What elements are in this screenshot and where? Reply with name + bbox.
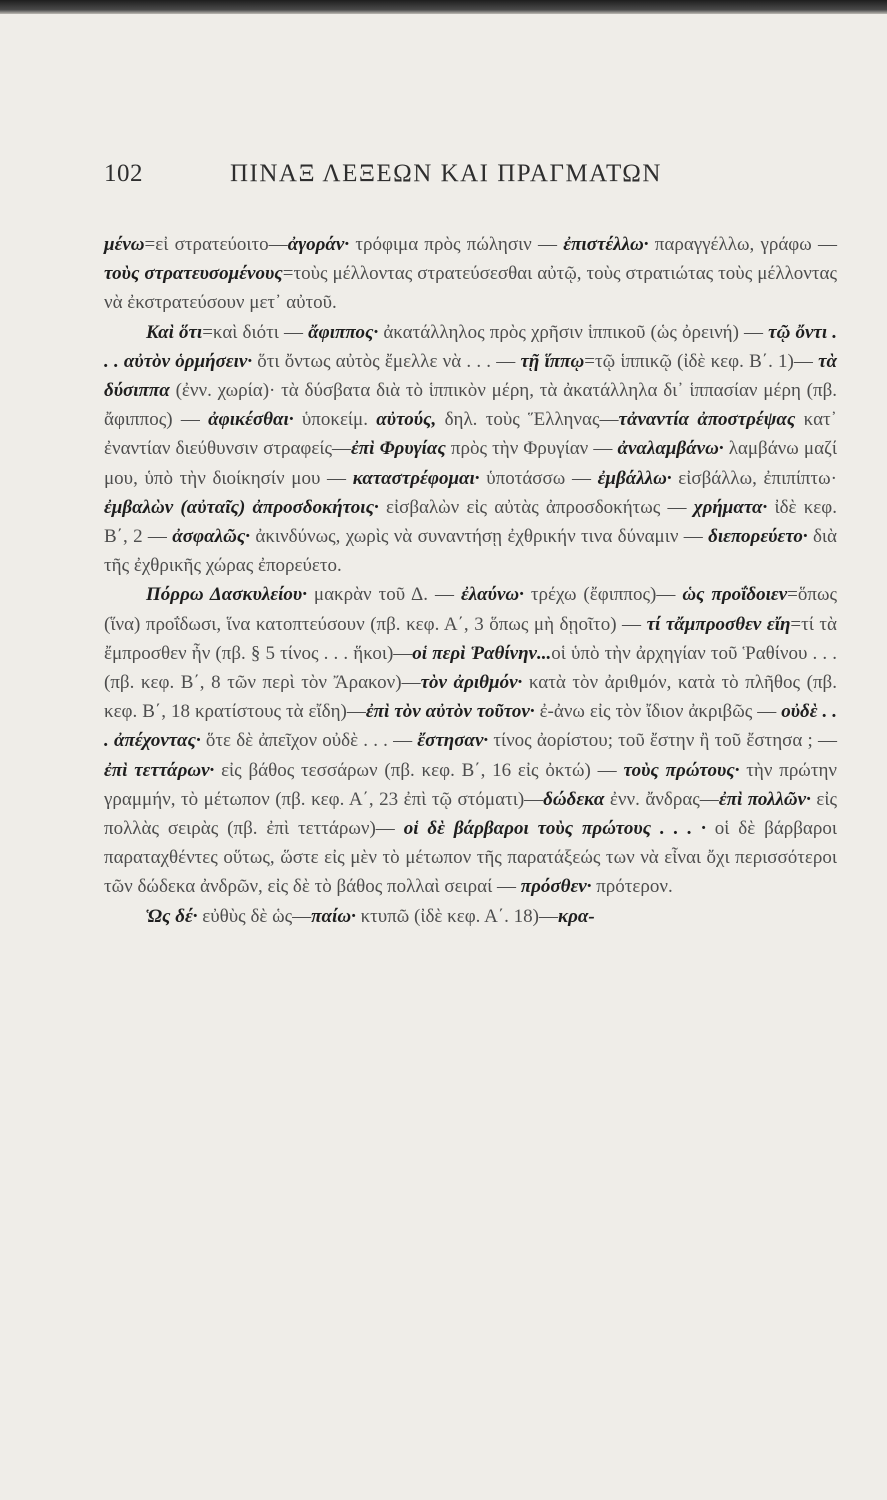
headword: διεπορεύετο· xyxy=(708,526,808,548)
definition-text: =τῷ ἱππικῷ (ἰδὲ κεφ. Β΄. 1)— xyxy=(584,350,819,372)
headword: ἐπὶ Φρυγίας xyxy=(351,438,446,460)
glossary-paragraph xyxy=(104,318,837,581)
headword: ἔστησαν· xyxy=(417,730,489,752)
definition-text: ἀκινδύνως, χωρὶς νὰ συναντήσῃ ἐχθρικήν τινα δύναμιν — xyxy=(250,526,709,548)
glossary-text xyxy=(104,230,837,931)
headword: μένω xyxy=(104,234,145,255)
definition-text: =καὶ διότι — xyxy=(202,321,309,343)
page-number: 102 xyxy=(104,160,143,187)
headword: οὐδὲ . . . ἀπέχοντας· xyxy=(104,701,837,752)
definition-text: ὅτε δὲ ἀπεῖχον οὐδὲ . . . — xyxy=(200,730,418,752)
page-header xyxy=(104,160,744,200)
definition-text: =τί τὰ ἔμπροσθεν ἦν (πβ. § 5 τίνος . . . ἥκοι)— xyxy=(104,613,837,664)
headword: ἐπὶ τὸν αὐτὸν τοῦτον· xyxy=(365,701,535,723)
definition-text: τίνος ἀορίστου; τοῦ ἔστην ἢ τοῦ ἔστησα ; — xyxy=(488,730,837,752)
headword: ἀσφαλῶς· xyxy=(172,526,251,548)
definition-text: ὑποκείμ. xyxy=(293,409,377,431)
definition-text: ἐνν. ἄνδρας— xyxy=(604,788,719,810)
definition-text: κατ᾽ ἐναντίαν διεύθυνσιν στραφείς— xyxy=(104,409,838,460)
headword: τί τἄμπροσθεν εἴη xyxy=(646,613,791,635)
definition-text: δηλ. τοὺς Ἕλληνας— xyxy=(436,409,619,431)
headword: οἱ δὲ βάρβαροι τοὺς πρώτους . . . · xyxy=(403,818,706,840)
definition-text: εἰσβαλὼν εἰς αὐτὰς ἀπροσδοκήτως — xyxy=(378,496,694,518)
headword: ἀφικέσθαι· xyxy=(208,409,294,431)
running-title: ΠΙΝΑΞ ΛΕΞΕΩΝ ΚΑΙ ΠΡΑΓΜΑΤΩΝ xyxy=(230,160,662,187)
headword: ἐμβαλὼν (αὐταῖς) ἀπροσδοκήτοις· xyxy=(104,496,379,518)
headword: πρόσθεν· xyxy=(520,876,592,898)
definition-text: διὰ τῆς ἐχθρικῆς χώρας ἐπορεύετο. xyxy=(104,526,837,577)
headword: ἐλαύνω· xyxy=(460,584,524,606)
definition-text: τὴν πρώτην γραμμήν, τὸ μέτωπον (πβ. κεφ. Α΄, 23 ἐπὶ τῷ στόματι)— xyxy=(104,759,837,810)
definition-text: ὅτι ὄντως αὐτὸς ἔμελλε νὰ . . . — xyxy=(252,350,521,372)
definition-text: πρὸς τὴν Φρυγίαν — xyxy=(445,438,618,460)
definition-text: ὑποτάσσω — xyxy=(479,467,598,489)
definition-text: τρέχω (ἔφιππος)— xyxy=(523,584,683,606)
headword: τῷ ὄντι . . . αὐτὸν ὁρμήσειν· xyxy=(104,321,837,372)
glossary-paragraph xyxy=(104,230,837,318)
glossary-paragraph xyxy=(104,902,837,931)
definition-text: =ὅπως (ἵνα) προΐδωσι, ἵνα κατοπτεύσουν (πβ. κεφ. Α΄, 3 ὅπως μὴ δῃοῖτο) — xyxy=(104,584,837,635)
definition-text: λαμβάνω μαζί μου, ὑπὸ τὴν διοίκησίν μου — xyxy=(104,438,837,489)
headword: ἀγοράν· xyxy=(287,234,350,255)
headword: Πόρρω Δασκυλείου· xyxy=(146,584,307,606)
headword: χρήματα· xyxy=(693,496,768,518)
definition-text: εἰς πολλὰς σειρὰς (πβ. ἐπὶ τεττάρων)— xyxy=(104,788,837,840)
headword: ἄφιππος· xyxy=(308,321,379,343)
headword: κρα- xyxy=(558,905,595,927)
scan-top-edge xyxy=(0,0,887,14)
definition-text: κατὰ τὸν ἀριθμόν, κατὰ τὸ πλῆθος (πβ. κεφ. Β΄, 18 κρατίστους τὰ εἴδη)— xyxy=(104,672,837,723)
definition-text: εἰς βάθος τεσσάρων (πβ. κεφ. Β΄, 16 εἰς ὀκτώ) — xyxy=(214,759,624,781)
headword: Καὶ ὅτι xyxy=(146,321,203,343)
headword: αὐτούς, xyxy=(376,409,437,431)
headword: παίω· xyxy=(311,905,356,927)
definition-text: εὐθὺς δὲ ὡς— xyxy=(197,905,312,927)
definition-text: ἐ-ἀνω εἰς τὸν ἴδιον ἀκριβῶς — xyxy=(534,701,782,723)
headword: ἐπιστέλλω· xyxy=(563,234,649,255)
glossary-paragraph xyxy=(104,580,837,901)
definition-text: τρόφιμα πρὸς πώλησιν — xyxy=(349,234,564,255)
headword: δώδεκα xyxy=(543,788,605,810)
headword: ἀναλαμβάνω· xyxy=(617,438,724,460)
headword: ἐπὶ τεττάρων· xyxy=(104,759,215,781)
definition-text: εἰσβάλλω, ἐπιπίπτω· xyxy=(671,467,837,489)
headword: τὰ δύσιππα xyxy=(104,350,838,402)
headword: τἀναντία ἀποστρέψας xyxy=(618,409,796,431)
definition-text: (ἐνν. χωρία)· τὰ δύσβατα διὰ τὸ ἱππικὸν μέρη, τὰ ἀκατάλληλα δι᾽ ἱππασίαν μέρη (πβ. ἄφιππος) — xyxy=(104,380,837,431)
definition-text: =εἰ στρατεύοιτο— xyxy=(144,234,288,255)
headword: καταστρέφομαι· xyxy=(352,467,480,489)
definition-text: παραγγέλλω, γράφω — xyxy=(648,234,838,255)
headword: τὸν ἀριθμόν· xyxy=(420,672,523,694)
headword: οἱ περὶ Ῥαθίνην... xyxy=(412,642,552,664)
definition-text: =τοὺς μέλλοντας στρατεύσεσθαι αὐτῷ, τοὺς στρατιώτας τοὺς μέλλοντας νὰ ἐκστρατεύσουν μετ᾽ αὐτοῦ. xyxy=(104,263,837,314)
headword: ἐμβάλλω· xyxy=(597,467,672,489)
definition-text: οἱ δὲ βάρβαροι παραταχθέντες οὕτως, ὥστε εἰς μὲν τὸ μέτωπον τῆς παρατάξεώς των νὰ εἶναι ὄχι περισσότεροι τῶν δώδεκα ἀνδρῶν, εἰς δὲ τὸ βάθος πολλαὶ σειραί — xyxy=(104,818,837,898)
headword: τοὺς πρώτους· xyxy=(623,759,740,781)
headword: τοὺς στρατευσομένους xyxy=(104,263,283,285)
definition-text: μακρὰν τοῦ Δ. — xyxy=(306,584,461,606)
headword: τῇ ἵππῳ xyxy=(520,350,585,372)
definition-text: οἱ ὑπὸ τὴν ἀρχηγίαν τοῦ Ῥαθίνου . . . (πβ. κεφ. Β΄, 8 τῶν περὶ τὸν Ἄρακον)— xyxy=(104,642,837,694)
definition-text: ἰδὲ κεφ. Β΄, 2 — xyxy=(104,496,837,548)
headword: Ὡς δέ· xyxy=(146,905,198,927)
headword: ὡς προΐδοιεν xyxy=(682,584,788,606)
definition-text: πρότερον. xyxy=(591,876,673,898)
definition-text: κτυπῶ (ἰδὲ κεφ. Α΄. 18)— xyxy=(355,905,559,927)
headword: ἐπὶ πολλῶν· xyxy=(718,788,811,810)
definition-text: ἀκατάλληλος πρὸς χρῆσιν ἱππικοῦ (ὡς ὀρεινή) — xyxy=(378,321,769,343)
